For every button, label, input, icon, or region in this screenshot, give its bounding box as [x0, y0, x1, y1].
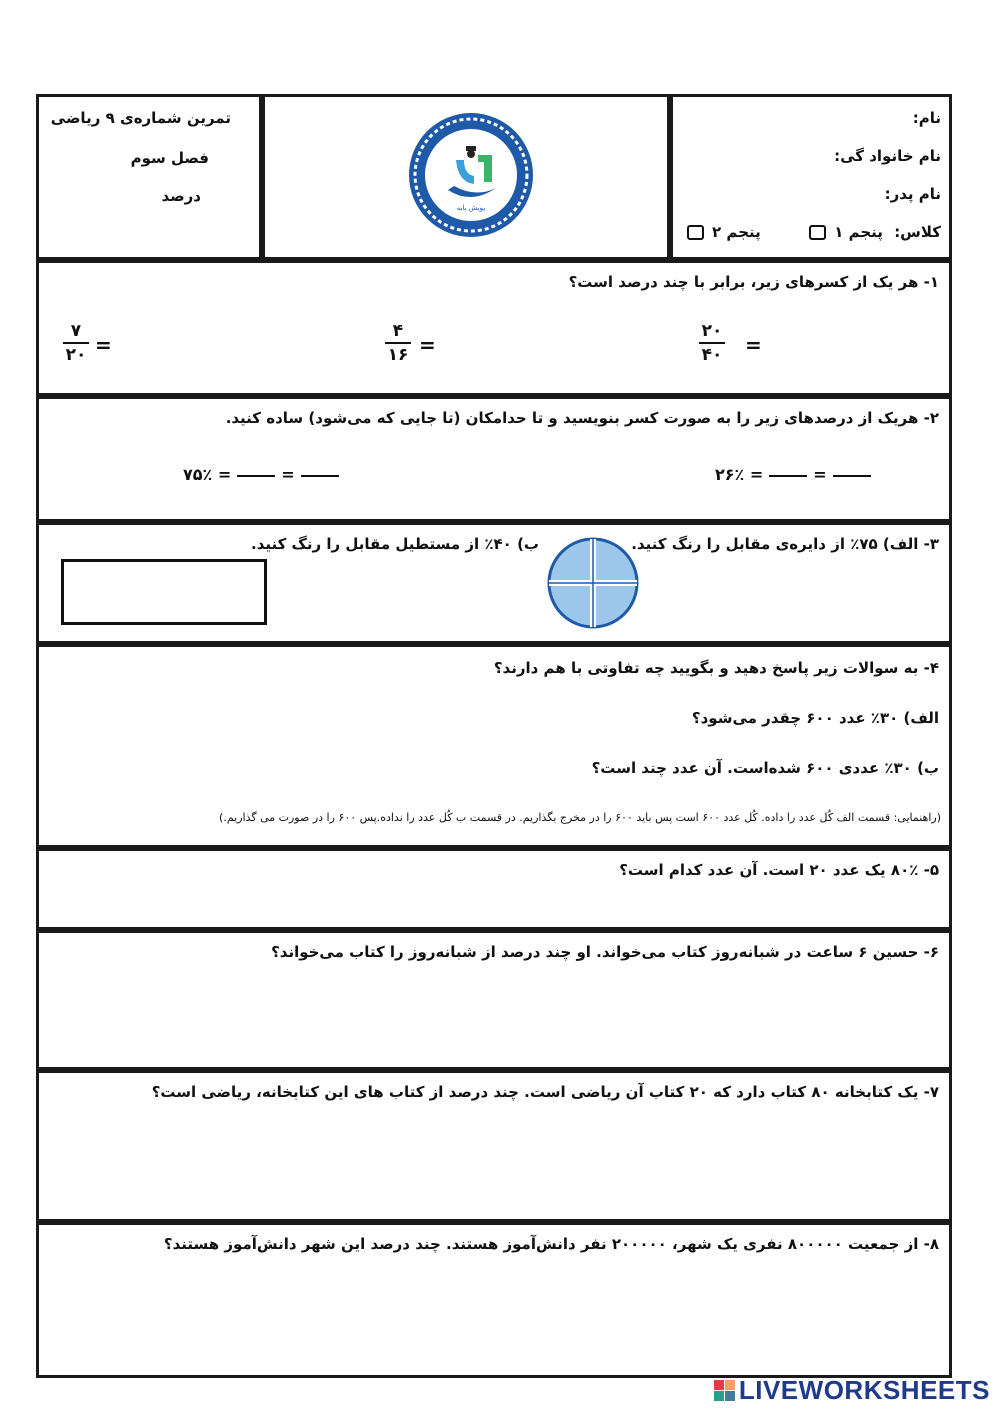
question-3-part-b: ب) ۴۰٪ از مستطیل مقابل را رنگ کنید.: [250, 535, 539, 553]
father-name-field-label: نام پدر:: [884, 185, 941, 203]
class-option-1-label: پنجم ۱: [834, 223, 883, 241]
fraction-3-equals: =: [95, 333, 112, 357]
question-8-box: [36, 1222, 952, 1378]
logo-box: [262, 94, 670, 260]
fraction-3: ۷ ۲۰: [63, 321, 89, 365]
fraction-2-equals: =: [419, 333, 436, 357]
student-info-box: [670, 94, 952, 260]
class-option-2-checkbox[interactable]: [687, 225, 704, 240]
question-6-box: [36, 930, 952, 1070]
fraction-2: ۴ ۱۶: [385, 321, 411, 365]
liveworksheets-brand: [714, 1375, 990, 1406]
worksheet-title: تمرین شماره‌ی ۹ ریاضی: [50, 109, 231, 127]
fraction-1: ۲۰ ۴۰: [699, 321, 725, 365]
circle-to-shade[interactable]: [545, 535, 641, 631]
q2-item-1-blank-1[interactable]: [769, 475, 807, 477]
topic-title: درصد: [161, 187, 201, 205]
question-4-hint: (راهنمایی: قسمت الف کُل عدد را داده. کُل عدد ۶۰۰ است پس باید ۶۰۰ را در مخرج بگذاریم. در قسمت ب کُل عدد را نداده.پس ۶۰۰ را در صورت می گذاریم.): [219, 811, 941, 824]
family-name-field-label: نام خانواد گی:: [834, 147, 941, 165]
question-4-box: [36, 644, 952, 848]
question-1-box: [36, 260, 952, 396]
question-6-text: ۶- حسین ۶ ساعت در شبانه‌روز کتاب می‌خواند. او چند درصد از شبانه‌روز را کتاب می‌خواند؟: [271, 943, 939, 961]
question-2-box: [36, 396, 952, 522]
question-5-box: [36, 848, 952, 930]
name-field-label: نام:: [912, 109, 941, 127]
q2-item-2: ۷۵٪ = =: [183, 465, 345, 484]
question-8-text: ۸- از جمعیت ۸۰۰۰۰۰ نفری یک شهر، ۲۰۰۰۰۰ نفر دانش‌آموز هستند. چند درصد این شهر دانش‌آموز هستند؟: [163, 1235, 939, 1253]
question-4-part-a: الف) ۳۰٪ عدد ۶۰۰ چقدر می‌شود؟: [691, 709, 939, 727]
question-2-text: ۲- هریک از درصدهای زیر را به صورت کسر بنویسید و تا حدامکان (تا جایی که می‌شود) ساده کنید.: [225, 409, 939, 427]
q2-item-1: ۲۶٪ = =: [715, 465, 877, 484]
title-box: [36, 94, 262, 260]
logo-caption: پویش پایه: [456, 204, 486, 212]
brand-name: LIVEWORKSHEETS: [738, 1375, 990, 1405]
question-7-box: [36, 1070, 952, 1222]
q2-item-1-blank-2[interactable]: [833, 475, 871, 477]
class-label: کلاس:: [894, 223, 941, 241]
fraction-2-answer[interactable]: [443, 335, 507, 352]
liveworksheets-logo-icon: [714, 1380, 735, 1401]
rectangle-to-shade[interactable]: [61, 559, 267, 625]
question-7-text: ۷- یک کتابخانه ۸۰ کتاب دارد که ۲۰ کتاب آن ریاضی است. چند درصد از کتاب های این کتابخانه، ریاضی است؟: [151, 1083, 939, 1101]
class-option-1-checkbox[interactable]: [809, 225, 826, 240]
q2-item-2-blank-1[interactable]: [237, 475, 275, 477]
fraction-1-equals: =: [745, 333, 762, 357]
chapter-title: فصل سوم: [130, 149, 209, 167]
q2-item-2-blank-2[interactable]: [301, 475, 339, 477]
question-5-text: ۵- ۸۰٪ یک عدد ۲۰ است. آن عدد کدام است؟: [619, 861, 939, 879]
question-3-box: [36, 522, 952, 644]
question-4-part-b: ب) ۳۰٪ عددی ۶۰۰ شده‌است. آن عدد چند است؟: [591, 759, 939, 777]
question-3-part-a: ۳- الف) ۷۵٪ از دایره‌ی مقابل را رنگ کنید.: [631, 535, 939, 553]
class-option-2-label: پنجم ۲: [712, 223, 761, 241]
school-logo: [406, 110, 536, 240]
fraction-3-answer[interactable]: [119, 335, 183, 352]
question-1-text: ۱- هر یک از کسرهای زیر، برابر با چند درصد است؟: [568, 273, 939, 291]
question-4-text: ۴- به سوالات زیر پاسخ دهید و بگویید چه تفاوتی با هم دارند؟: [493, 659, 939, 677]
fraction-1-answer[interactable]: [769, 335, 833, 352]
class-row: [684, 223, 941, 241]
